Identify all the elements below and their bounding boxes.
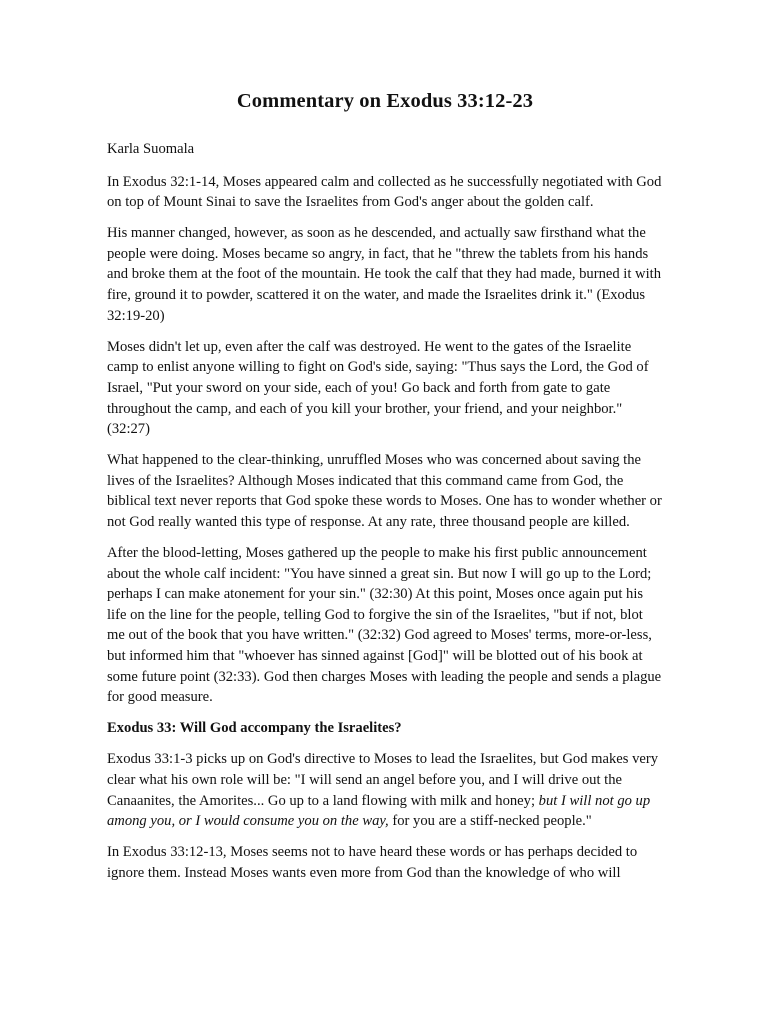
section-heading: Exodus 33: Will God accompany the Israelites? <box>107 720 402 737</box>
section-paragraph-italic: but I will not go up among you, or I would consume you on the way, <box>107 792 651 830</box>
author-name: Karla Suomala <box>107 141 195 157</box>
paragraph-3: Moses didn't let up, even after the calf was destroyed. He went to the gates of the Israelite camp to enlist anyone willing to fight on God's side, saying: "Thus says the Lord, the God of Israel, "Put your sword on your side, each of you! Go back and forth from gate to gate throughout the camp, and each of you kill your brother, your friend, and your neighbor." (32:27) <box>107 338 649 438</box>
paragraph-5: After the blood-letting, Moses gathered up the people to make his first public announcement about the whole calf incident: "You have sinned a great sin. But now I will go up to the Lord; perhaps I can make atonement for your sin." (32:30) At this point, Moses once again put his life on the line for the people, telling God to forgive the sin of the Israelites, "but if not, blot me out of the book that you have written." (32:32) God agreed to Moses' terms, more-or-less, but informed him that "whoever has sinned against [God]" will be blotted out of his book at some future point (32:33). God then charges Moses with leading the people and sends a plague for good measure. <box>107 545 662 706</box>
paragraph-1: In Exodus 32:1-14, Moses appeared calm and collected as he successfully negotiated with God on top of Mount Sinai to save the Israelites from God's anger about the golden calf. <box>107 173 662 211</box>
document-page <box>107 88 663 894</box>
document-title: Commentary on Exodus 33:12-23 <box>236 90 534 112</box>
section-paragraph-end: for you are a stiff-necked people." <box>388 813 592 830</box>
section-paragraph <box>107 749 663 831</box>
paragraph-2: His manner changed, however, as soon as he descended, and actually saw firsthand what the people were doing. Moses became so angry, in fact, that he "threw the tablets from his hands and broke them at the foot of the mountain. He took the calf that they had made, burned it with fire, ground it to powder, scattered it on the water, and made the Israelites drink it." (Exodus 32:19-20) <box>107 225 661 324</box>
section-paragraph-start: Exodus 33:1-3 picks up on God's directive to Moses to lead the Israelites, but God makes very clear what his own role will be: "I will send an angel before you, and I will drive out the Canaanites, the Amorites... Go up to a land flowing with milk and honey; <box>107 751 659 809</box>
final-paragraph: In Exodus 33:12-13, Moses seems not to have heard these words or has perhaps decided to ignore them. Instead Moses wants even more from God than the knowledge of who will <box>107 844 638 881</box>
paragraph-4: What happened to the clear-thinking, unruffled Moses who was concerned about saving the lives of the Israelites? Although Moses indicated that this command came from God, the biblical text never reports that God spoke these words to Moses. One has to wonder whether or not God really wanted this type of response. At any rate, three thousand people are killed. <box>107 452 662 530</box>
